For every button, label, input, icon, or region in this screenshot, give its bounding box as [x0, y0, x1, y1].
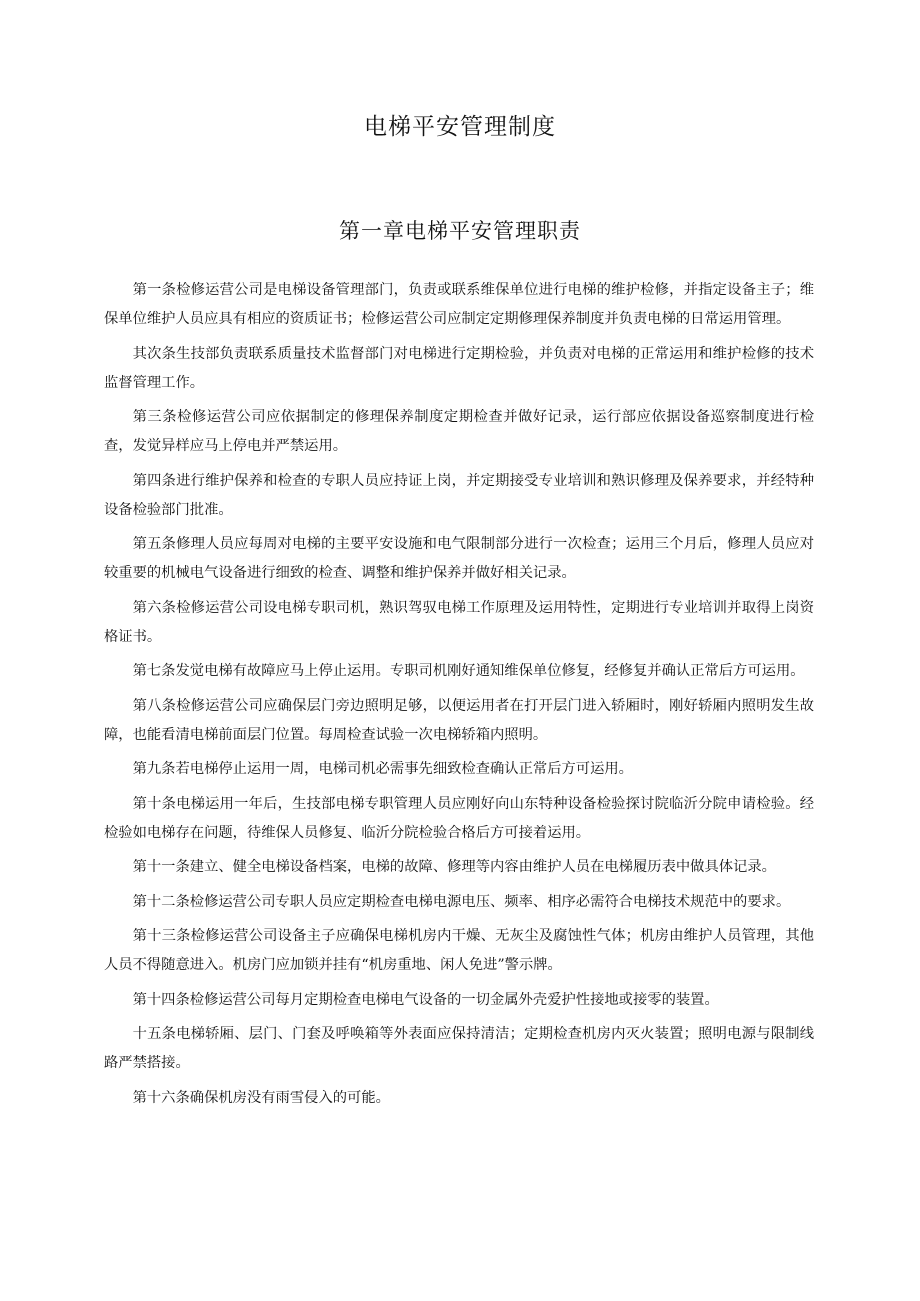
article-10: 第十条电梯运用一年后，生技部电梯专职管理人员应刚好向山东特种设备检验探讨院临沂分院申请检验。经检验如电梯存在问题，待维保人员修复、临沂分院检验合格后方可接着运用。: [104, 795, 814, 841]
article-4: 第四条进行维护保养和检查的专职人员应持证上岗，并定期接受专业培训和熟识修理及保养要求，并经特种设备检验部门批准。: [104, 472, 814, 518]
article-5: 第五条修理人员应每周对电梯的主要平安设施和电气限制部分进行一次检查；运用三个月后，修理人员应对较重要的机械电气设备进行细致的检查、调整和维护保养并做好相关记录。: [104, 536, 814, 581]
article-2: 其次条生技部负责联系质量技术监督部门对电梯进行定期检验，并负责对电梯的正常运用和维护检修的技术监督管理工作。: [104, 345, 814, 391]
article-12: 第十二条检修运营公司专职人员应定期检查电梯电源电压、频率、相序必需符合电梯技术规范中的要求。: [132, 893, 791, 910]
article-9: 第九条若电梯停止运用一周，电梯司机必需事先细致检查确认正常后方可运用。: [132, 761, 633, 777]
article-13: 第十三条检修运营公司设备主子应确保电梯机房内干燥、无灰尘及腐蚀性气体；机房由维护人员管理，其他人员不得随意进入。机房门应加锁并挂有“机房重地、闲人免进”警示牌。: [104, 928, 814, 973]
article-14: 第十四条检修运营公司每月定期检查电梯电气设备的一切金属外壳爱护性接地或接零的装置。: [132, 991, 719, 1008]
article-11: 第十一条建立、健全电梯设备档案，电梯的故障、修理等内容由维护人员在电梯履历表中做具体记录。: [132, 859, 776, 875]
article-6: 第六条检修运营公司设电梯专职司机，熟识驾驭电梯工作原理及运用特性，定期进行专业培训并取得上岗资格证书。: [104, 599, 814, 645]
article-16: 第十六条确保机房没有雨雪侵入的可能。: [132, 1089, 390, 1106]
article-3: 第三条检修运营公司应依据制定的修理保养制度定期检查并做好记录，运行部应依据设备巡察制度进行检查，发觉异样应马上停电并严禁运用。: [104, 409, 814, 454]
article-1: 第一条检修运营公司是电梯设备管理部门，负责或联系维保单位进行电梯的维护检修，并指定设备主子；维保单位维护人员应具有相应的资质证书；检修运营公司应制定定期修理保养制度并负责电梯的日常运用管理。: [104, 282, 814, 327]
article-list: [104, 276, 814, 1118]
article-7: 第七条发觉电梯有故障应马上停止运用。专职司机刚好通知维保单位修复，经修复并确认正常后方可运用。: [132, 663, 805, 679]
article-8: 第八条检修运营公司应确保层门旁边照明足够，以便运用者在打开层门进入轿厢时，刚好轿厢内照明发生故障，也能看清电梯前面层门位置。每周检查试验一次电梯轿箱内照明。: [104, 697, 814, 743]
chapter-title: 第一章电梯平安管理职责: [339, 219, 581, 243]
document-title: 电梯平安管理制度: [364, 114, 556, 140]
article-15: 十五条电梯轿厢、层门、门套及呼唤箱等外表面应保持清洁；定期检查机房内灭火装置；照明电源与限制线路严禁搭接。: [104, 1026, 814, 1071]
